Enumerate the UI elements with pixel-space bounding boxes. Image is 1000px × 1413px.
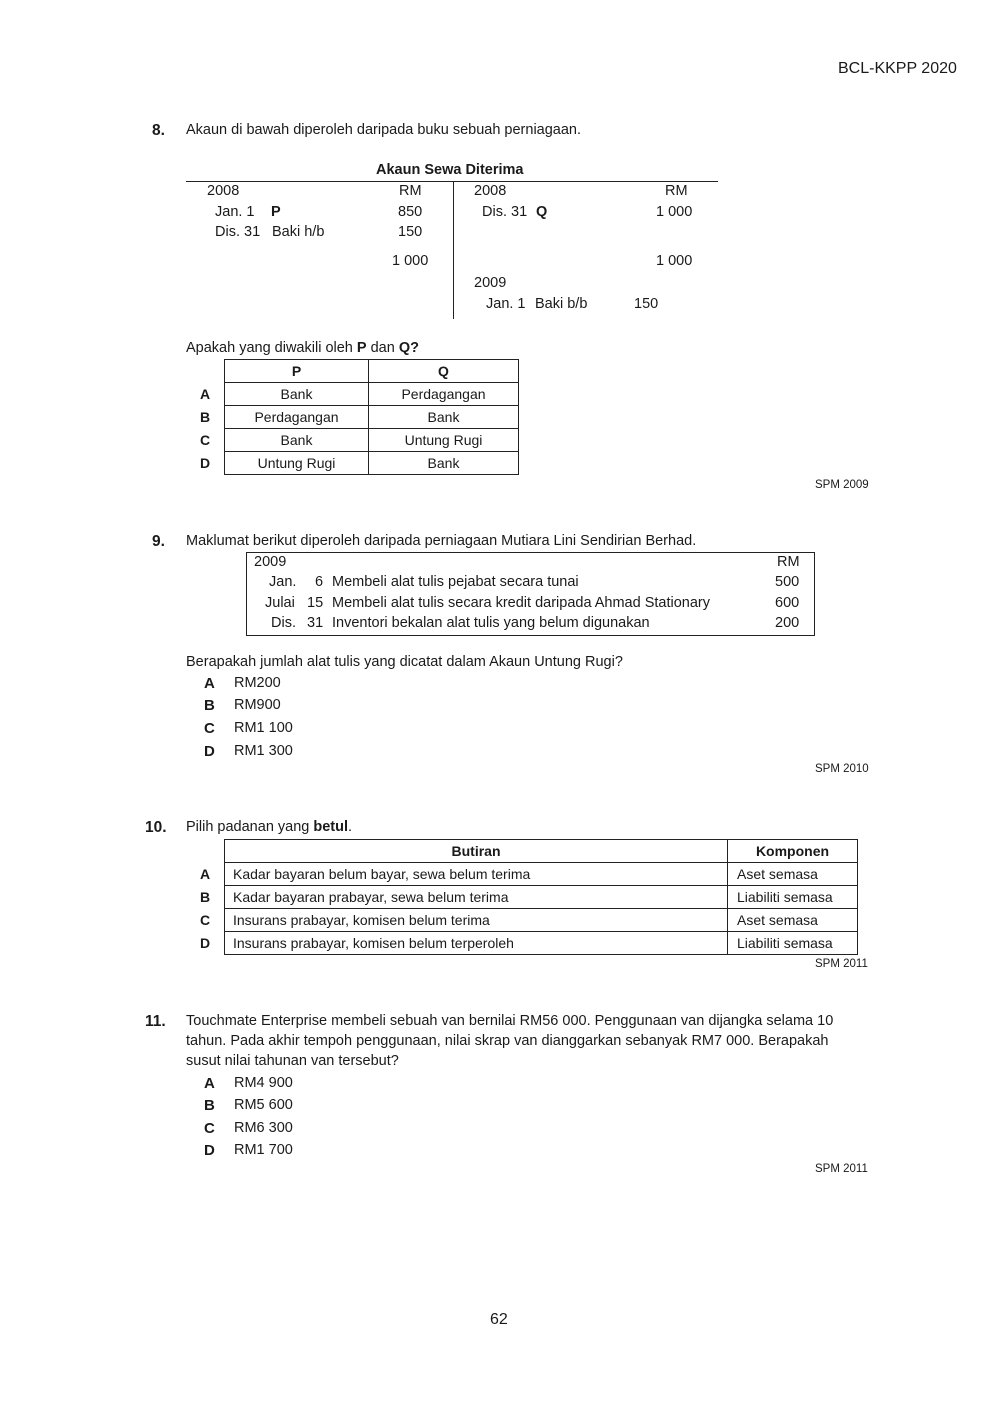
source-q9: SPM 2010 [815, 763, 869, 775]
box-row-day: 6 [315, 574, 324, 590]
option-butiran: Insurans prabayar, komisen belum terperoleh [225, 932, 728, 955]
ledger-right-year2: 2009 [474, 275, 507, 291]
option-text[interactable]: RM4 900 [234, 1075, 293, 1091]
option-row[interactable] [200, 383, 519, 406]
question-number-10: 10. [145, 819, 167, 836]
ledger-right-row1-date: Dis. 31 [482, 204, 528, 220]
prompt-p: P [356, 340, 367, 356]
option-text[interactable]: RM200 [234, 675, 281, 691]
text-prefix: Pilih padanan yang [186, 819, 310, 835]
ledger-right-row1-amount: 1 000 [656, 204, 693, 220]
box-row-amount: 600 [775, 595, 800, 611]
prompt-prefix: Apakah yang diwakili oleh [186, 340, 353, 356]
question-11-line2: tahun. Pada akhir tempoh penggunaan, nilai skrap van dianggarkan sebanyak RM7 000. Berapakah [186, 1033, 829, 1049]
source-q8: SPM 2009 [815, 479, 869, 491]
text-bold: betul [313, 819, 349, 835]
box-row-amount: 500 [775, 574, 800, 590]
option-text[interactable]: RM6 300 [234, 1120, 293, 1136]
option-komponen: Liabiliti semasa [728, 886, 858, 909]
ledger-right-year: 2008 [474, 183, 507, 199]
option-text[interactable]: RM1 100 [234, 720, 293, 736]
option-butiran: Kadar bayaran belum bayar, sewa belum terima [225, 863, 728, 886]
question-11-line3: susut nilai tahunan van tersebut? [186, 1053, 399, 1069]
option-row[interactable] [200, 863, 858, 886]
box-row-desc: Membeli alat tulis pejabat secara tunai [332, 574, 579, 590]
question-8-options [200, 359, 519, 475]
option-letter: B [200, 889, 211, 905]
page-number: 62 [490, 1311, 508, 1328]
question-number-11: 11. [145, 1013, 166, 1030]
box-row-desc: Inventori bekalan alat tulis yang belum digunakan [332, 615, 650, 631]
ledger-left-row1-amount: 850 [398, 204, 423, 220]
header-p: P [225, 360, 369, 383]
option-text[interactable]: RM1 700 [234, 1142, 293, 1158]
option-q: Bank [369, 406, 519, 429]
header-butiran: Butiran [225, 840, 728, 863]
option-letter: A [200, 866, 211, 882]
option-letter: A [200, 386, 211, 402]
ledger-left-row2-label: Baki h/b [272, 224, 325, 240]
ledger-title: Akaun Sewa Diterima [376, 162, 524, 178]
box-row-desc: Membeli alat tulis secara kredit daripada Ahmad Stationary [332, 595, 710, 611]
ledger-left-rm: RM [399, 183, 422, 199]
box-year: 2009 [254, 554, 287, 570]
option-komponen: Aset semasa [728, 863, 858, 886]
option-q: Perdagangan [369, 383, 519, 406]
header-komponen: Komponen [728, 840, 858, 863]
ledger-right-row2-amount: 150 [634, 296, 659, 312]
option-letter: C [204, 720, 215, 737]
header-q: Q [369, 360, 519, 383]
ledger-right-total: 1 000 [656, 253, 693, 269]
ledger-left-year: 2008 [207, 183, 240, 199]
ledger-right-row2-date: Jan. 1 [486, 296, 526, 312]
box-row-month: Julai [265, 595, 295, 611]
question-number-9: 9. [152, 533, 165, 550]
ledger-left-row2-amount: 150 [398, 224, 423, 240]
ledger-right-row2-label: Baki b/b [535, 296, 588, 312]
transactions-box [246, 552, 815, 636]
prompt-q: Q? [398, 340, 419, 356]
box-row-month: Jan. [269, 574, 297, 590]
option-letter: A [204, 675, 215, 692]
ledger-right-rm: RM [665, 183, 688, 199]
question-9-prompt: Berapakah jumlah alat tulis yang dicatat dalam Akaun Untung Rugi? [186, 654, 623, 670]
option-row[interactable] [200, 909, 858, 932]
option-letter: B [204, 697, 215, 714]
question-9-text: Maklumat berikut diperoleh daripada perniagaan Mutiara Lini Sendirian Berhad. [186, 533, 697, 549]
option-letter: D [204, 743, 215, 760]
option-letter: C [204, 1120, 215, 1137]
box-row-amount: 200 [775, 615, 800, 631]
ledger-left-row1-date: Jan. 1 [215, 204, 255, 220]
option-p: Untung Rugi [225, 452, 369, 475]
option-letter: B [204, 1097, 215, 1114]
source-q10: SPM 2011 [815, 958, 868, 970]
question-8-text: Akaun di bawah diperoleh daripada buku sebuah perniagaan. [186, 122, 582, 138]
option-p: Bank [225, 429, 369, 452]
ledger-center-rule [453, 181, 454, 319]
option-row[interactable] [200, 429, 519, 452]
option-letter: C [200, 912, 211, 928]
question-number-8: 8. [152, 122, 165, 139]
ledger-left-row1-label: P [271, 204, 281, 220]
option-p: Bank [225, 383, 369, 406]
question-10-options [200, 839, 858, 955]
question-10-text [186, 819, 352, 835]
ledger-left-row2-date: Dis. 31 [215, 224, 261, 240]
option-komponen: Liabiliti semasa [728, 932, 858, 955]
box-row-month: Dis. [271, 615, 296, 631]
option-q: Untung Rugi [369, 429, 519, 452]
option-text[interactable]: RM5 600 [234, 1097, 293, 1113]
option-butiran: Kadar bayaran prabayar, sewa belum terima [225, 886, 728, 909]
option-komponen: Aset semasa [728, 909, 858, 932]
option-p: Perdagangan [225, 406, 369, 429]
option-row[interactable] [200, 406, 519, 429]
option-letter: D [204, 1142, 215, 1159]
text-suffix: . [348, 819, 353, 835]
ledger-left-total: 1 000 [392, 253, 429, 269]
option-letter: D [200, 455, 211, 471]
option-letter: A [204, 1075, 215, 1092]
question-8-prompt [186, 340, 419, 356]
option-row[interactable] [200, 452, 519, 475]
ledger-right-row1-label: Q [536, 204, 548, 220]
option-text[interactable]: RM900 [234, 697, 281, 713]
box-rm: RM [777, 554, 800, 570]
option-letter: C [200, 432, 211, 448]
box-row-day: 31 [307, 615, 324, 631]
ledger-top-rule [186, 181, 718, 182]
question-11-line1: Touchmate Enterprise membeli sebuah van bernilai RM56 000. Penggunaan van dijangka selama 10 [186, 1013, 834, 1029]
prompt-mid: dan [370, 340, 395, 356]
option-q: Bank [369, 452, 519, 475]
option-letter: D [200, 935, 211, 951]
source-q11: SPM 2011 [815, 1163, 868, 1175]
box-row-day: 15 [307, 595, 324, 611]
option-row[interactable] [200, 886, 858, 909]
option-butiran: Insurans prabayar, komisen belum terima [225, 909, 728, 932]
option-text[interactable]: RM1 300 [234, 743, 293, 759]
option-row[interactable] [200, 932, 858, 955]
option-letter: B [200, 409, 211, 425]
header-code: BCL-KKPP 2020 [838, 60, 957, 77]
